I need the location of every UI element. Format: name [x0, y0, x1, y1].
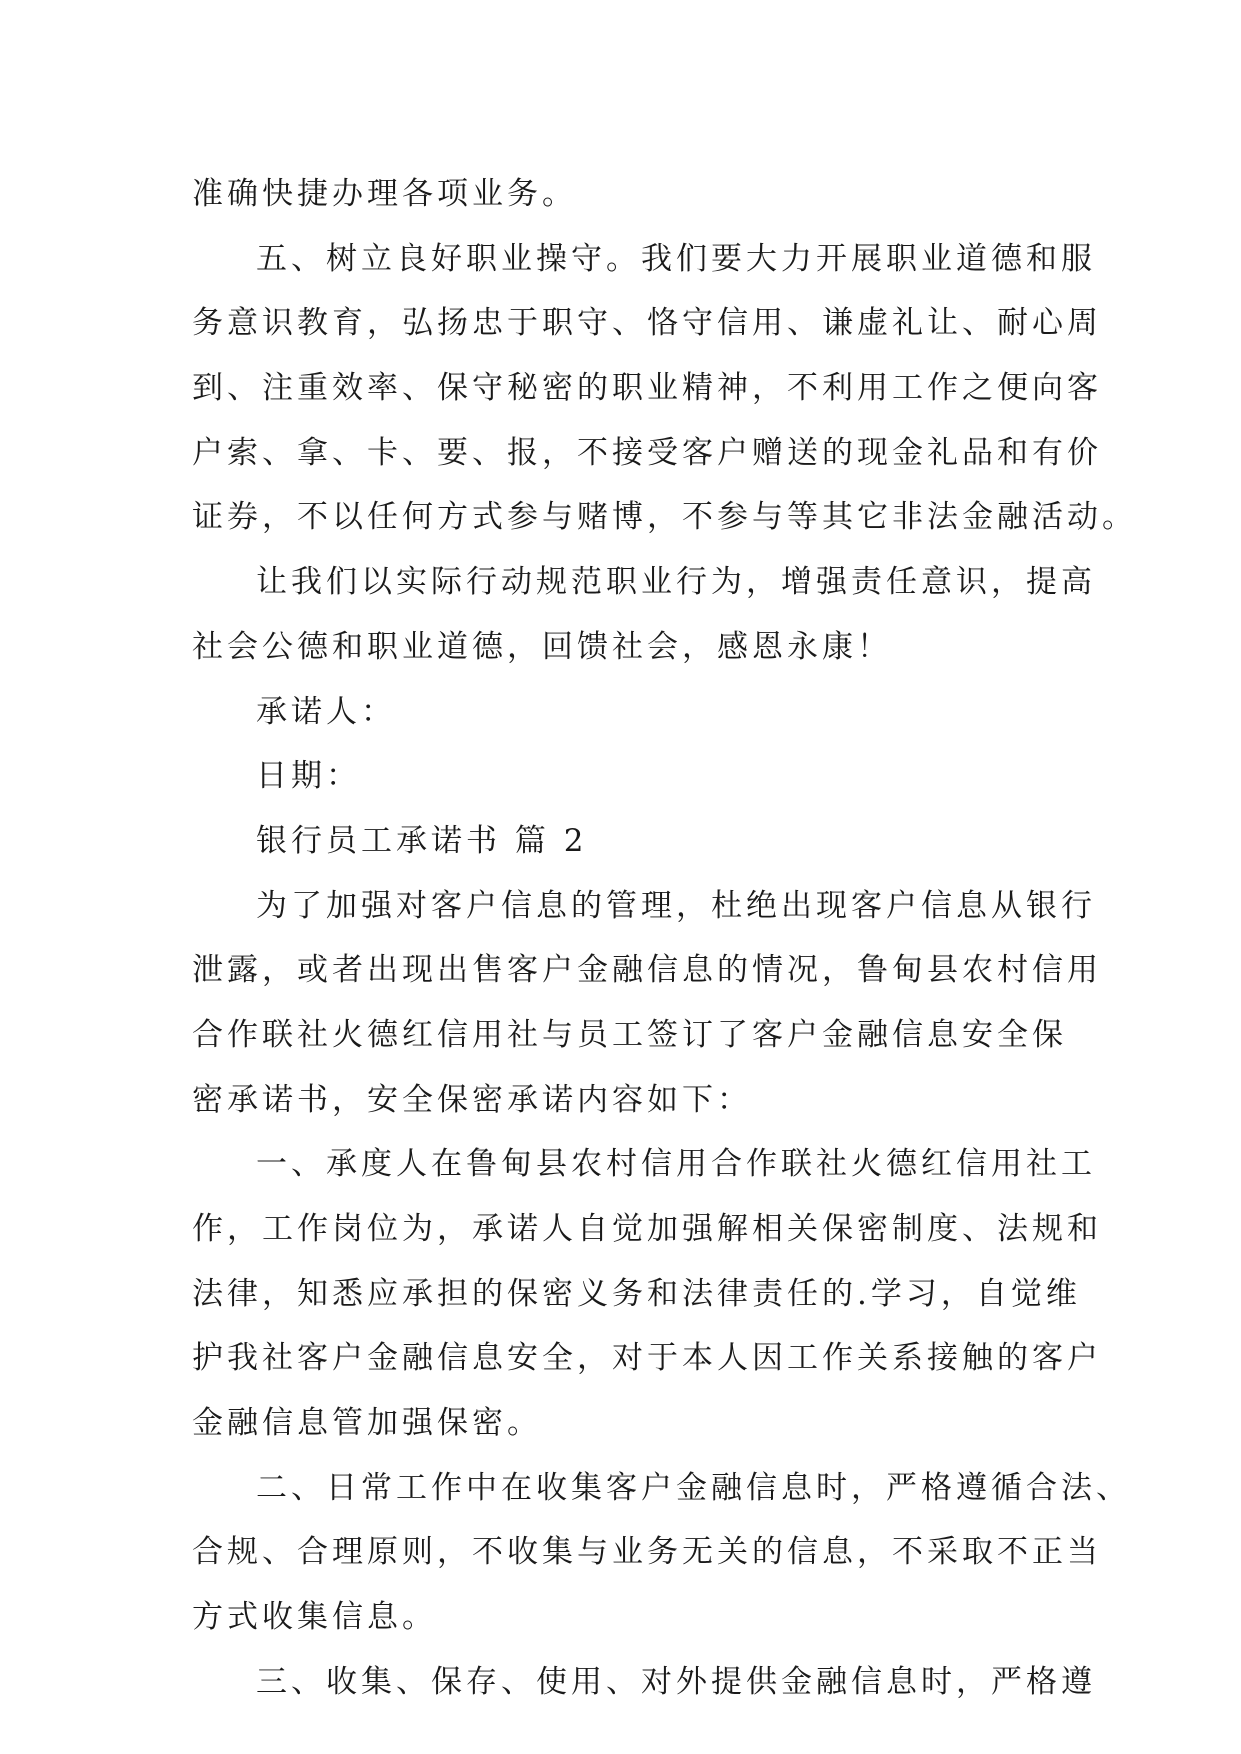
text-line: 一、承度人在鲁甸县农村信用合作联社火德红信用社工 — [256, 1146, 1096, 1183]
text-line: 密承诺书，安全保密承诺内容如下： — [192, 1081, 752, 1118]
text-line: 作，工作岗位为，承诺人自觉加强解相关保密制度、法规和 — [192, 1211, 1102, 1247]
text-line: 到、注重效率、保守秘密的职业精神，不利用工作之便向客 — [192, 370, 1102, 407]
text-line: 法律，知悉应承担的保密义务和法律责任的.学习，自觉维 — [192, 1275, 1081, 1312]
text-line: 护我社客户金融信息安全，对于本人因工作关系接触的客户 — [192, 1340, 1102, 1377]
document-body — [192, 162, 1137, 1715]
text-line: 三、收集、保存、使用、对外提供金融信息时，严格遵 — [256, 1663, 1096, 1700]
text-line: 二、日常工作中在收集客户金融信息时，严格遵循合法、 — [256, 1469, 1131, 1506]
text-line: 证券，不以任何方式参与赌博，不参与等其它非法金融活动。 — [192, 499, 1137, 536]
text-line: 为了加强对客户信息的管理，杜绝出现客户信息从银行 — [256, 887, 1096, 924]
text-line: 户索、拿、卡、要、报，不接受客户赠送的现金礼品和有价 — [192, 434, 1102, 471]
section-heading: 银行员工承诺书 篇 2 — [256, 822, 588, 859]
text-line: 合规、合理原则，不收集与业务无关的信息，不采取不正当 — [192, 1534, 1102, 1571]
text-line: 准确快捷办理各项业务。 — [192, 176, 577, 212]
text-line: 让我们以实际行动规范职业行为，增强责任意识，提高 — [256, 564, 1096, 601]
text-line: 务意识教育，弘扬忠于职守、恪守信用、谦虚礼让、耐心周 — [192, 305, 1102, 342]
text-line: 合作联社火德红信用社与员工签订了客户金融信息安全保 — [192, 1016, 1067, 1053]
signatory-label: 承诺人： — [256, 693, 396, 730]
text-line: 五、树立良好职业操守。我们要大力开展职业道德和服 — [256, 240, 1096, 277]
date-label: 日期： — [256, 758, 361, 795]
text-line: 方式收集信息。 — [192, 1599, 437, 1636]
text-line: 金融信息管加强保密。 — [192, 1405, 542, 1442]
text-line: 社会公德和职业道德，回馈社会，感恩永康！ — [192, 628, 892, 665]
text-line: 泄露，或者出现出售客户金融信息的情况，鲁甸县农村信用 — [192, 952, 1102, 989]
